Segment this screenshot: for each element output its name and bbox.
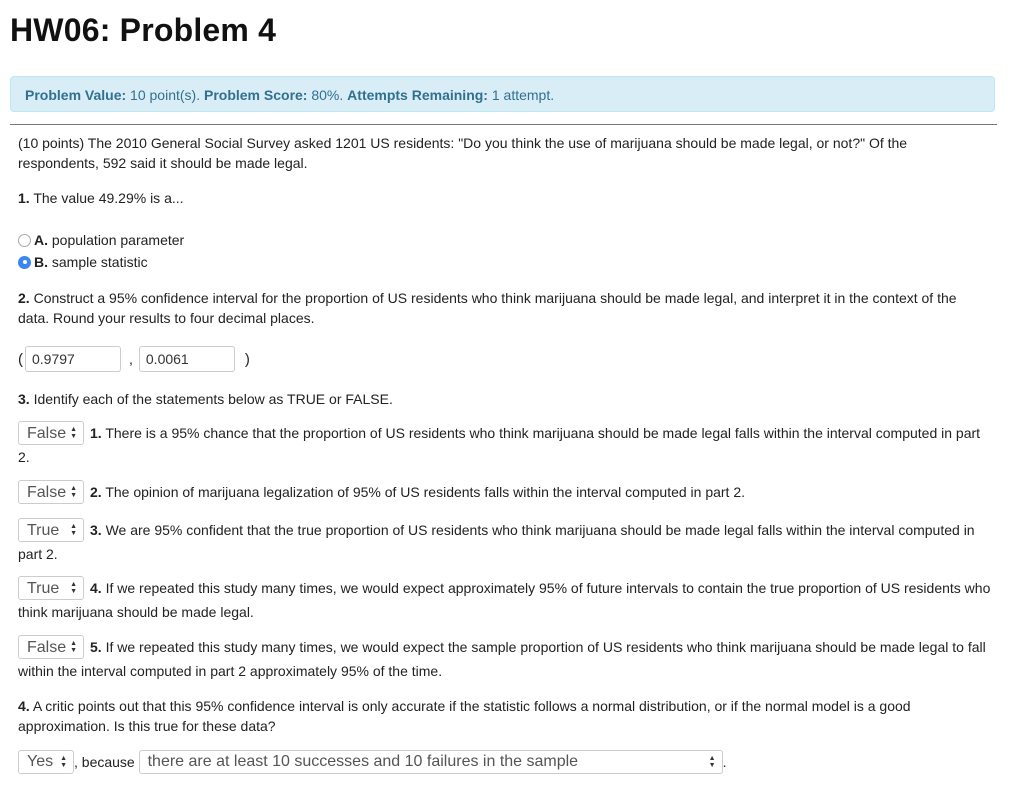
question-2-text: Construct a 95% confidence interval for the proportion of US residents who think marijuana should be made legal, and interpret it in the context of the data. Round your results to four decimal places.	[18, 290, 957, 326]
statement-3-value: True	[27, 521, 60, 539]
ci-comma: ,	[129, 351, 133, 367]
statement-1-text: There is a 95% chance that the proportion of US residents who think marijuana should be made legal falls within the interval computed in part 2.	[18, 425, 981, 466]
question-4-answer-row	[18, 750, 727, 774]
statement-3-text: We are 95% confident that the true proportion of US residents who think marijuana should be made legal falls within the interval computed in part 2.	[18, 522, 975, 563]
normality-answer-value: Yes	[27, 753, 54, 770]
select-arrows-icon: ▲ ▼	[70, 581, 77, 596]
question-2-number: 2.	[18, 290, 30, 306]
statement-1-select[interactable]	[18, 421, 84, 445]
statement-5-value: False	[27, 638, 67, 656]
statement-4-text: If we repeated this study many times, we would expect approximately 95% of future intervals to contain the true proportion of US residents who think marijuana should be made legal.	[18, 580, 991, 621]
option-b-letter: B.	[34, 254, 48, 270]
problem-value-text: 10 point(s).	[130, 87, 201, 103]
statement-4-select[interactable]	[18, 576, 84, 600]
ci-lower-input[interactable]	[25, 346, 121, 372]
statement-2	[18, 481, 993, 505]
reason-select[interactable]	[139, 750, 723, 774]
statement-2-value: False	[27, 483, 67, 501]
statement-5-number: 5.	[90, 639, 102, 655]
problem-info-box	[10, 76, 995, 112]
page-title: HW06: Problem 4	[10, 12, 277, 48]
question-4	[18, 696, 993, 736]
answer-comma: ,	[74, 754, 78, 770]
option-a[interactable]	[18, 230, 184, 250]
question-3-text: Identify each of the statements below as TRUE or FALSE.	[33, 391, 393, 407]
select-arrows-icon: ▲ ▼	[70, 426, 78, 441]
attempts-remaining-label: Attempts Remaining:	[347, 87, 488, 103]
option-a-radio[interactable]	[18, 234, 31, 247]
statement-1-number: 1.	[90, 425, 102, 441]
open-paren: (	[18, 350, 23, 368]
question-1-text: The value 49.29% is a...	[33, 190, 184, 206]
option-a-label: population parameter	[51, 232, 185, 248]
reason-value: there are at least 10 successes and 10 failures in the sample	[147, 753, 579, 770]
select-arrows-icon: ▲ ▼	[70, 640, 78, 655]
confidence-interval-row	[18, 345, 250, 373]
ci-upper-input[interactable]	[139, 346, 235, 372]
attempts-remaining-text: 1 attempt.	[491, 87, 555, 103]
select-arrows-icon: ▲ ▼	[60, 755, 67, 769]
problem-value-label: Problem Value:	[25, 87, 127, 103]
option-a-letter: A.	[34, 232, 48, 248]
statement-2-text: The opinion of marijuana legalization of 95% of US residents falls within the interval computed in part 2.	[105, 484, 746, 500]
statement-3-select[interactable]	[18, 518, 84, 542]
option-b[interactable]	[18, 252, 148, 272]
normality-answer-select[interactable]	[18, 750, 74, 774]
statement-4-value: True	[27, 579, 60, 597]
close-paren: )	[244, 350, 250, 368]
statement-3-number: 3.	[90, 522, 102, 538]
because-label: because	[81, 754, 135, 770]
question-3	[18, 389, 393, 409]
select-arrows-icon: ▲ ▼	[708, 755, 716, 769]
statement-1-value: False	[27, 424, 67, 442]
option-b-radio[interactable]	[18, 256, 31, 269]
statement-5-text: If we repeated this study many times, we would expect the sample proportion of US residents who think marijuana should be made legal to fall within the interval computed in part 2 approximately 95% of the time.	[18, 639, 986, 680]
problem-intro: (10 points) The 2010 General Social Survey asked 1201 US residents: "Do you think the use of marijuana should be made legal, or not?" Of the respondents, 592 said it should be made legal.	[18, 135, 908, 171]
select-arrows-icon: ▲ ▼	[70, 485, 78, 500]
option-b-label: sample statistic	[51, 254, 148, 270]
statement-4-number: 4.	[90, 580, 102, 596]
statement-2-select[interactable]	[18, 480, 84, 504]
final-period: .	[722, 754, 727, 770]
problem-score-label: Problem Score:	[203, 87, 308, 103]
statement-4	[18, 577, 993, 624]
question-1	[18, 188, 184, 208]
statement-5	[18, 636, 993, 683]
question-2	[18, 288, 988, 328]
question-1-number: 1.	[18, 190, 30, 206]
divider	[10, 124, 997, 125]
select-arrows-icon: ▲ ▼	[70, 523, 77, 538]
question-4-text: A critic points out that this 95% confidence interval is only accurate if the statistic follows a normal distribution, or if the normal model is a good approximation. Is this true for these data?	[18, 698, 911, 734]
question-3-number: 3.	[18, 391, 30, 407]
statement-1	[18, 422, 993, 469]
statement-2-number: 2.	[90, 484, 102, 500]
problem-score-text: 80%.	[311, 87, 344, 103]
statement-3	[18, 519, 993, 566]
question-4-number: 4.	[18, 698, 30, 714]
statement-5-select[interactable]	[18, 635, 84, 659]
